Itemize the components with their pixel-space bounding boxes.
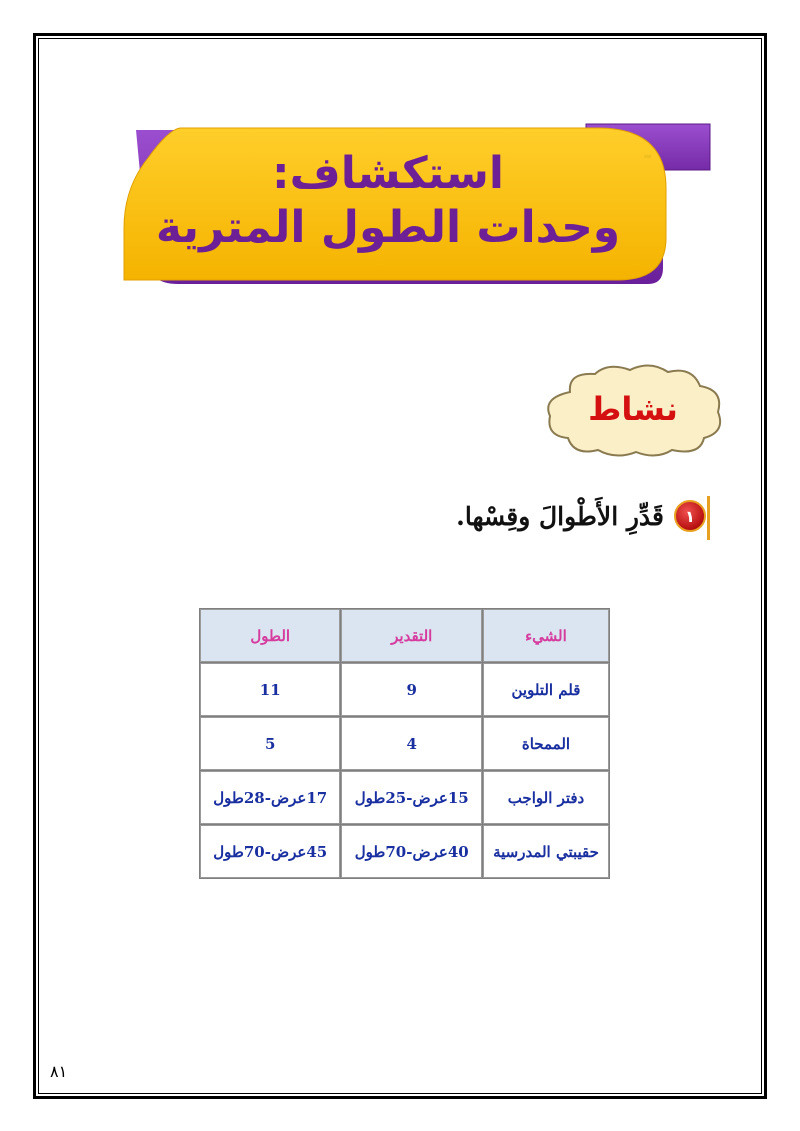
cell-length: 5 bbox=[200, 717, 340, 770]
cell-estimate: 40عرض-70طول bbox=[341, 825, 481, 878]
cell-object: قلم التلوين bbox=[483, 663, 609, 716]
instruction bbox=[456, 500, 706, 532]
cell-length: 45عرض-70طول bbox=[200, 825, 340, 878]
cell-length: 17عرض-28طول bbox=[200, 771, 340, 824]
cell-object: دفتر الواجب bbox=[483, 771, 609, 824]
cell-estimate: 15عرض-25طول bbox=[341, 771, 481, 824]
banner-tab-mark: - bbox=[643, 144, 653, 169]
activity-cloud bbox=[540, 362, 726, 460]
activity-label: نشاط bbox=[588, 390, 678, 428]
cell-length: 11 bbox=[200, 663, 340, 716]
header-estimate: التقدير bbox=[341, 609, 481, 662]
table-row bbox=[200, 717, 609, 770]
cell-estimate: 4 bbox=[341, 717, 481, 770]
cell-estimate: 9 bbox=[341, 663, 481, 716]
cell-object: الممحاة bbox=[483, 717, 609, 770]
table-header-row bbox=[200, 609, 609, 662]
instruction-text: قَدِّرِ الأَطْوالَ وقِسْها. bbox=[456, 501, 664, 531]
header-length: الطول bbox=[200, 609, 340, 662]
measurement-table bbox=[199, 608, 610, 879]
header-object: الشيء bbox=[483, 609, 609, 662]
cell-object: حقيبتي المدرسية bbox=[483, 825, 609, 878]
table-row bbox=[200, 825, 609, 878]
table-row bbox=[200, 771, 609, 824]
banner-title-line1: استكشاف: bbox=[272, 148, 504, 199]
banner-title-line2: وحدات الطول المترية bbox=[155, 202, 621, 253]
title-banner bbox=[118, 118, 718, 294]
table-row bbox=[200, 663, 609, 716]
page-number: ٨١ bbox=[50, 1062, 68, 1081]
instruction-number-badge: ١ bbox=[674, 500, 706, 532]
